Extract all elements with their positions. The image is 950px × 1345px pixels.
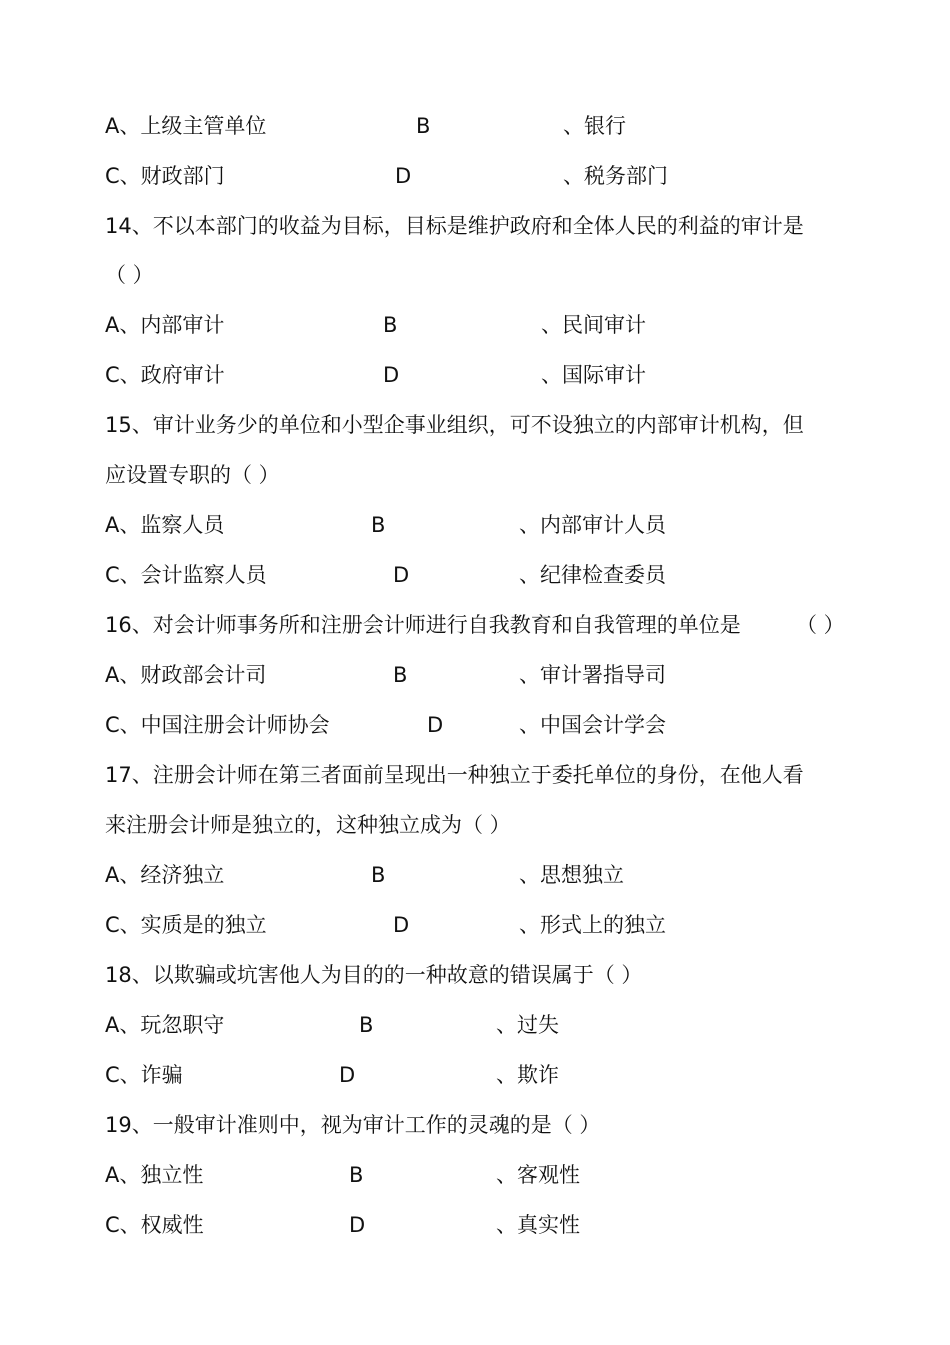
- option-d-text: 、税务部门: [563, 164, 668, 188]
- option-d-letter: D: [393, 563, 410, 587]
- option-b-letter: B: [371, 513, 386, 537]
- option-b-letter: B: [359, 1013, 374, 1037]
- option-b-letter: B: [393, 663, 408, 687]
- option-b-text: 、客观性: [496, 1163, 580, 1187]
- option-d-text: 、国际审计: [541, 363, 646, 387]
- option-c-label: C、中国注册会计师协会: [105, 713, 330, 737]
- option-d-text: 、形式上的独立: [519, 913, 666, 937]
- question-16-blank: （ ）: [796, 613, 845, 637]
- option-b-letter: B: [383, 313, 398, 337]
- question-17-continued: 来注册会计师是独立的，这种独立成为（ ）: [105, 813, 511, 837]
- option-d-letter: D: [427, 713, 444, 737]
- option-c-label: C、实质是的独立: [105, 913, 267, 937]
- option-a-label: A、内部审计: [105, 313, 225, 337]
- option-d-text: 、真实性: [496, 1213, 580, 1237]
- option-d-text: 、中国会计学会: [519, 713, 666, 737]
- option-a-label: A、上级主管单位: [105, 114, 267, 138]
- option-b-text: 、民间审计: [541, 313, 646, 337]
- question-15-continued: 应设置专职的（ ）: [105, 463, 280, 487]
- option-d-text: 、纪律检查委员: [519, 563, 666, 587]
- question-14-blank: （ ）: [105, 263, 154, 287]
- option-b-text: 、思想独立: [519, 863, 624, 887]
- option-b-letter: B: [416, 114, 431, 138]
- option-c-label: C、会计监察人员: [105, 563, 267, 587]
- question-14-text: 14、不以本部门的收益为目标，目标是维护政府和全体人民的利益的审计是: [105, 214, 804, 238]
- option-a-label: A、经济独立: [105, 863, 225, 887]
- option-d-letter: D: [395, 164, 412, 188]
- question-18-text: 18、以欺骗或坑害他人为目的的一种故意的错误属于（ ）: [105, 963, 643, 987]
- option-a-label: A、独立性: [105, 1163, 204, 1187]
- question-17-text: 17、注册会计师在第三者面前呈现出一种独立于委托单位的身份，在他人看: [105, 763, 804, 787]
- option-c-label: C、诈骗: [105, 1063, 183, 1087]
- option-b-text: 、银行: [563, 114, 626, 138]
- option-a-label: A、财政部会计司: [105, 663, 267, 687]
- option-a-label: A、监察人员: [105, 513, 225, 537]
- question-19-text: 19、一般审计准则中，视为审计工作的灵魂的是（ ）: [105, 1113, 601, 1137]
- option-b-letter: B: [371, 863, 386, 887]
- option-b-text: 、内部审计人员: [519, 513, 666, 537]
- option-b-text: 、审计署指导司: [519, 663, 666, 687]
- question-15-text: 15、审计业务少的单位和小型企事业组织，可不设独立的内部审计机构，但: [105, 413, 804, 437]
- option-b-text: 、过失: [496, 1013, 559, 1037]
- option-d-letter: D: [383, 363, 400, 387]
- question-16-text: 16、对会计师事务所和注册会计师进行自我教育和自我管理的单位是: [105, 613, 741, 637]
- option-a-label: A、玩忽职守: [105, 1013, 225, 1037]
- option-d-letter: D: [339, 1063, 356, 1087]
- option-c-label: C、权威性: [105, 1213, 204, 1237]
- option-c-label: C、财政部门: [105, 164, 225, 188]
- option-d-letter: D: [349, 1213, 366, 1237]
- option-d-letter: D: [393, 913, 410, 937]
- option-b-letter: B: [349, 1163, 364, 1187]
- option-d-text: 、欺诈: [496, 1063, 559, 1087]
- option-c-label: C、政府审计: [105, 363, 225, 387]
